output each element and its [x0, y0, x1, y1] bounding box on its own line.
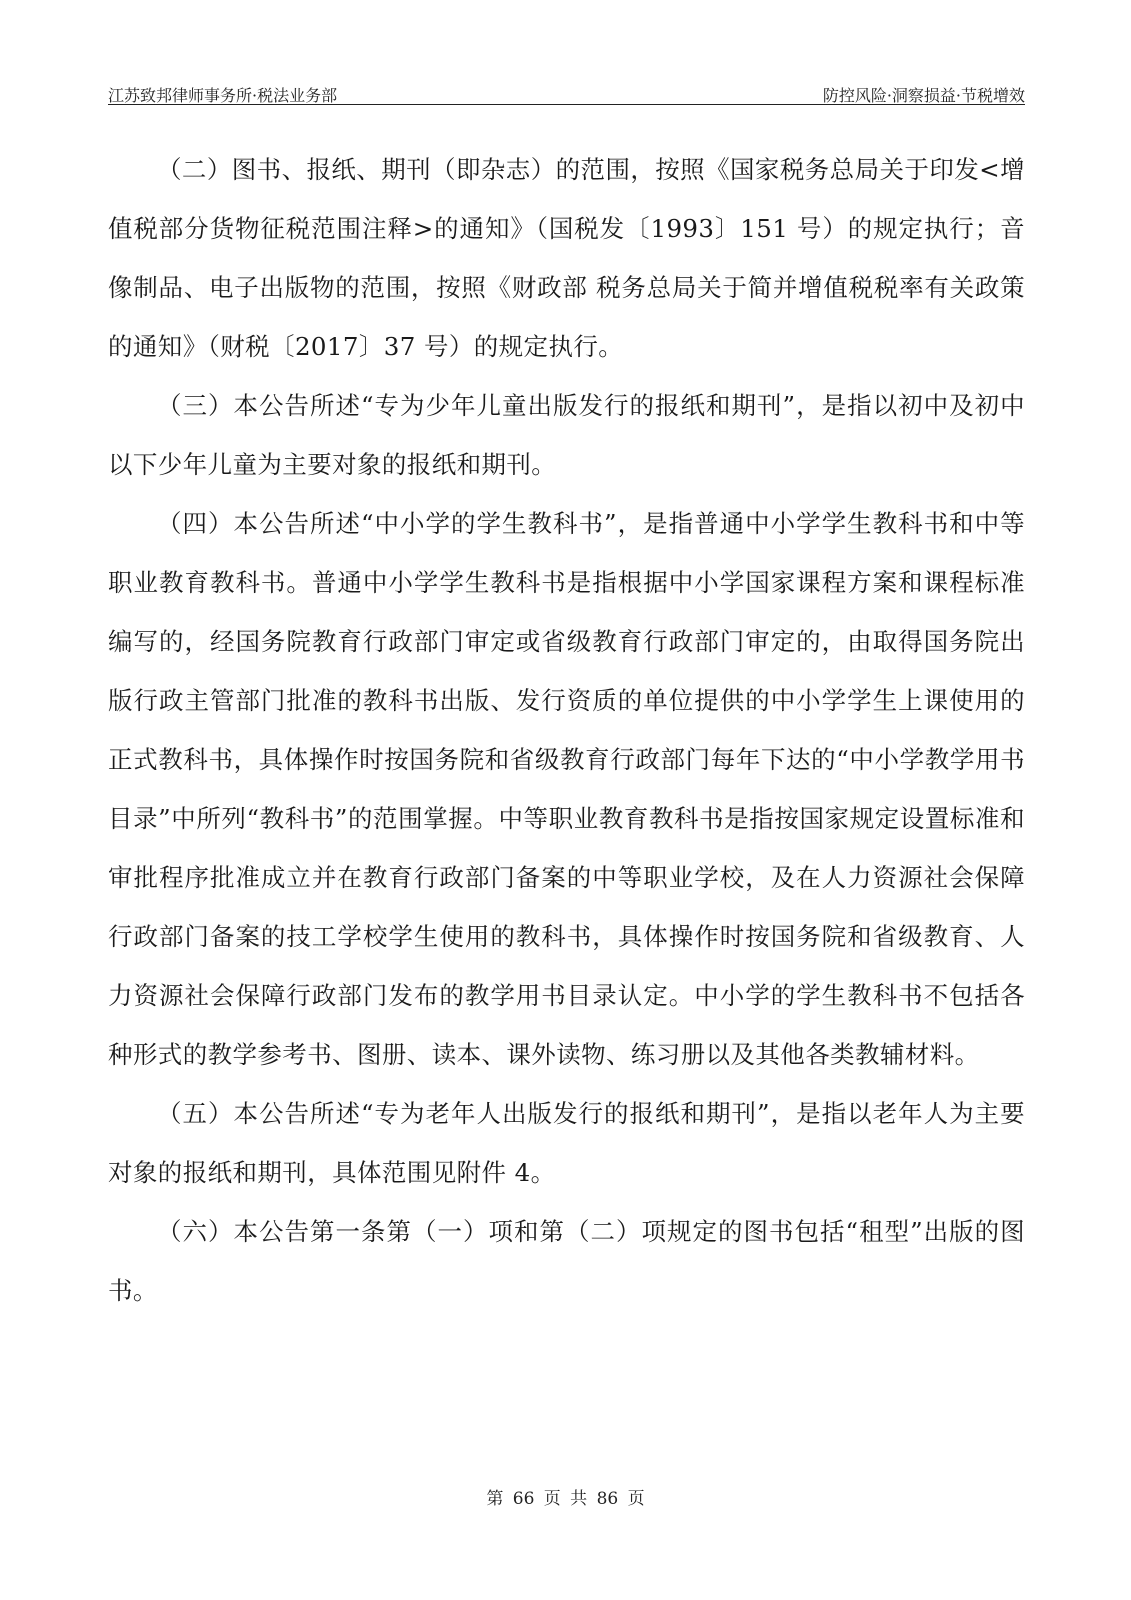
paragraph-textbooks: （四）本公告所述“中小学的学生教科书”，是指普通中小学学生教科书和中等职业教育教科书。普通中小学学生教科书是指根据中小学国家课程方案和课程标准编写的，经国务院教育行政部门审定或省级教育行政部门审定的，由取得国务院出版行政主管部门批准的教科书出版、发行资质的单位提供的中小学学生上课使用的正式教科书，具体操作时按国务院和省级教育行政部门每年下达的“中小学教学用书目录”中所列“教科书”的范围掌握。中等职业教育教科书是指按国家规定设置标准和审批程序批准成立并在教育行政部门备案的中等职业学校，及在人力资源社会保障行政部门备案的技工学校学生使用的教科书，具体操作时按国务院和省级教育、人力资源社会保障行政部门发布的教学用书目录认定。中小学的学生教科书不包括各种形式的教学参考书、图册、读本、课外读物、练习册以及其他各类教辅材料。	[108, 509, 1025, 1069]
document-body	[108, 140, 1025, 1320]
page-header	[108, 80, 1025, 106]
header-divider	[108, 104, 1025, 105]
paragraph-rental-books: （六）本公告第一条第（一）项和第（二）项规定的图书包括“租型”出版的图书。	[108, 1217, 1025, 1305]
header-slogan: 防控风险·洞察损益·节税增效	[822, 86, 1025, 105]
paragraph-scope-books: （二）图书、报纸、期刊（即杂志）的范围，按照《国家税务总局关于印发<增值税部分货物征税范围注释>的通知》（国税发〔1993〕151 号）的规定执行；音像制品、电子出版物的范围，按照《财政部 税务总局关于简并增值税税率有关政策的通知》（财税〔2017〕37 号）的规定执行。	[108, 155, 1025, 361]
header-firm-name: 江苏致邦律师事务所·税法业务部	[108, 86, 338, 105]
paragraph-children-periodicals: （三）本公告所述“专为少年儿童出版发行的报纸和期刊”，是指以初中及初中以下少年儿童为主要对象的报纸和期刊。	[108, 391, 1025, 479]
page-number: 第 66 页 共 86 页	[486, 1489, 645, 1509]
paragraph-elderly-periodicals: （五）本公告所述“专为老年人出版发行的报纸和期刊”，是指以老年人为主要对象的报纸和期刊，具体范围见附件 4。	[108, 1099, 1025, 1187]
